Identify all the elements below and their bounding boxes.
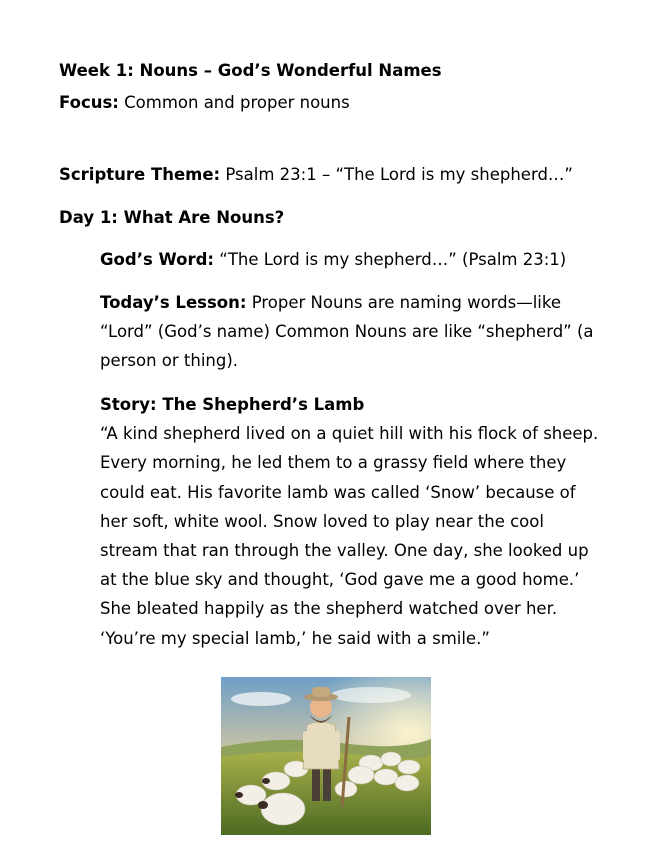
- todays-lesson-text: Proper Nouns are naming words—like “Lord” (God’s name) Common Nouns are like “shepherd” (a person or thing).: [100, 293, 594, 371]
- day-title: Day 1: What Are Nouns?: [59, 208, 285, 227]
- story-title: Story: The Shepherd’s Lamb: [100, 395, 365, 414]
- todays-lesson-paragraph: [100, 288, 600, 376]
- focus-line: [59, 88, 350, 117]
- focus-text: Common and proper nouns: [118, 93, 350, 112]
- scripture-theme-line: [59, 160, 573, 189]
- shepherd-illustration: [221, 677, 431, 835]
- gods-word-text: “The Lord is my shepherd…” (Psalm 23:1): [214, 250, 567, 269]
- focus-label: Focus:: [59, 93, 119, 112]
- gods-word-line: [100, 245, 566, 274]
- gods-word-label: God’s Word:: [100, 250, 215, 269]
- scripture-theme-text: Psalm 23:1 – “The Lord is my shepherd…”: [220, 165, 573, 184]
- story-text: “A kind shepherd lived on a quiet hill with his flock of sheep. Every morning, he led them to a grassy field where they could eat. His favorite lamb was called ‘Snow’ because of her soft, white wool. Snow loved to play near the cool stream that ran through the valley. One day, she looked up at the blue sky and thought, ‘God gave me a good home.’ She bleated happily as the shepherd watched over her. ‘You’re my special lamb,’ he said with a smile.”: [100, 424, 599, 648]
- week-title: Week 1: Nouns – God’s Wonderful Names: [59, 61, 442, 80]
- todays-lesson-label: Today’s Lesson:: [100, 293, 247, 312]
- story-paragraph: [100, 390, 600, 653]
- scripture-theme-label: Scripture Theme:: [59, 165, 221, 184]
